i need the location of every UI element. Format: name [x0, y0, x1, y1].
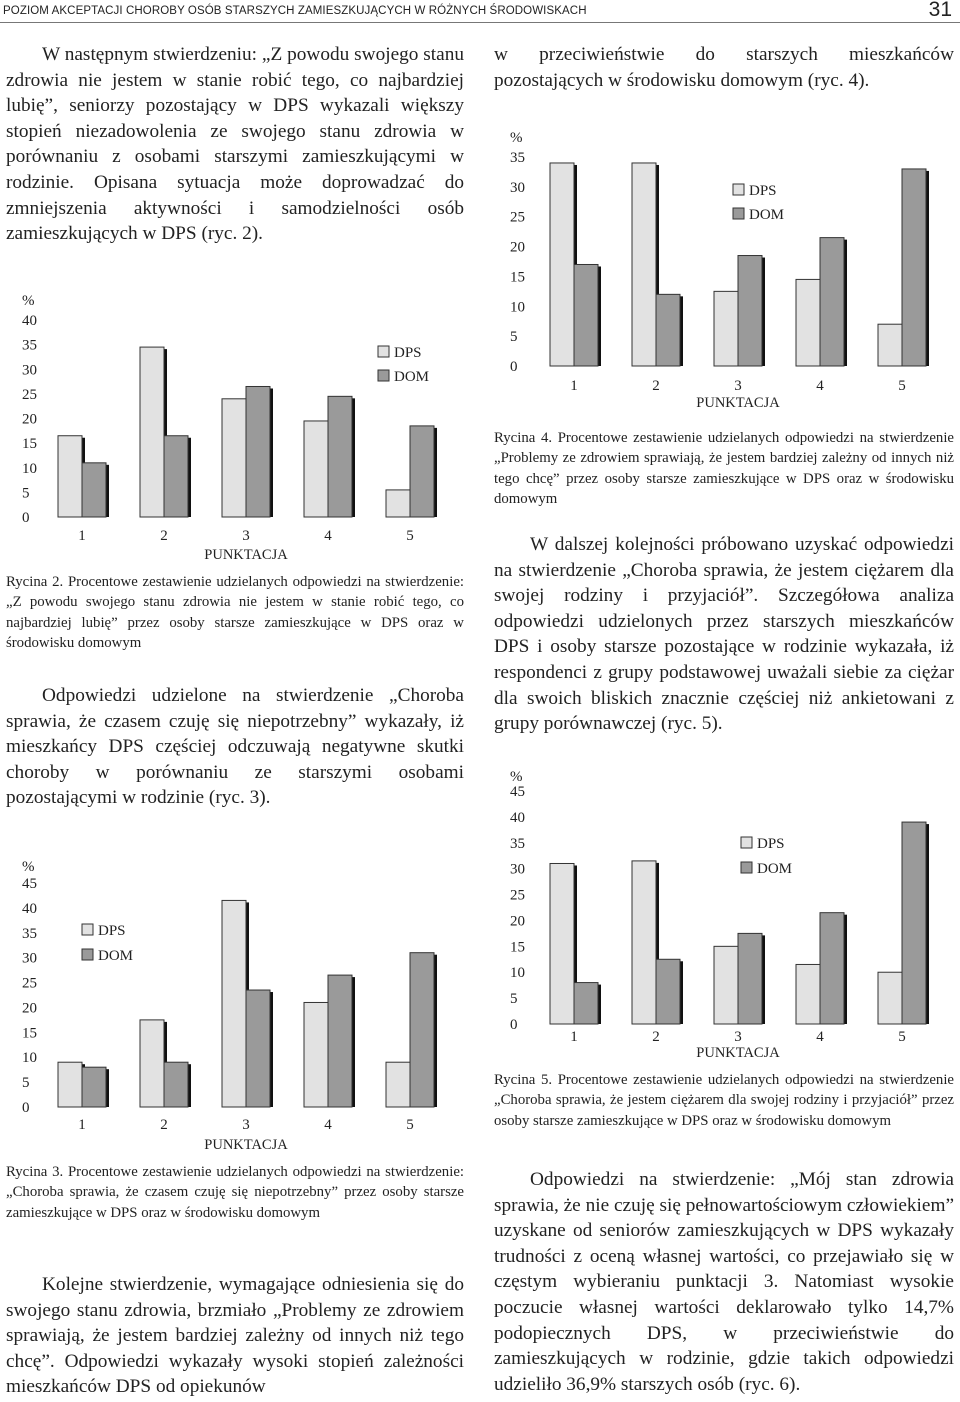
bar-dom-2 [164, 1062, 188, 1107]
y-tick-label: 35 [510, 835, 525, 852]
y-tick-label: 0 [510, 359, 518, 375]
chart-ryc3 [0, 850, 470, 1155]
bar-dps-1 [550, 863, 574, 1024]
bar-dom-1 [82, 1067, 106, 1107]
bar-dom-3 [246, 386, 270, 517]
bar-dps-5 [386, 1062, 410, 1107]
bar-dps-2 [140, 1020, 164, 1107]
right-paragraph-2: W dalszej kolejności próbowano uzyskać odpowiedzi na stwierdzenie „Choroba sprawia, że jestem ciężarem dla swojej rodziny i przyjaciół”. Szczegółowa analiza odpowiedzi udzielonych przez starszych mieszkańców DPS i osoby starsze pozostające w rodzinie wykazała, iż respondenci z grupy podstawowej uważali siebie za ciężar dla swoich bliskich znacznie częściej niż ankietowani z grupy porównawczej (ryc. 5). [494, 534, 954, 735]
y-tick-label: 30 [510, 179, 525, 196]
y-axis-label: % [510, 769, 523, 785]
y-tick-label: 25 [510, 209, 525, 226]
legend-label-dom: DOM [757, 861, 793, 877]
bar-dom-5 [902, 169, 926, 366]
bar-dom-1 [574, 983, 598, 1024]
y-tick-label: 45 [510, 784, 525, 800]
x-tick-label: 1 [78, 1117, 86, 1133]
figure-3 [0, 850, 470, 1155]
bar-dps-3 [714, 946, 738, 1024]
y-tick-label: 0 [22, 510, 30, 526]
bar-dom-1 [574, 264, 598, 366]
x-tick-label: 5 [406, 528, 414, 544]
x-tick-label: 3 [242, 528, 250, 544]
x-tick-label: 1 [78, 528, 86, 544]
legend-swatch-dps [733, 184, 744, 195]
legend-label-dps: DPS [394, 345, 422, 361]
y-tick-label: 5 [510, 991, 518, 1008]
legend-swatch-dps [82, 924, 93, 935]
bar-dps-4 [304, 421, 328, 517]
y-tick-label: 25 [22, 975, 37, 992]
y-axis-label: % [22, 859, 35, 875]
y-tick-label: 10 [22, 1050, 37, 1067]
bar-dom-4 [328, 975, 352, 1107]
bar-dom-1 [82, 463, 106, 517]
legend-swatch-dom [378, 370, 389, 381]
page-number: 31 [928, 0, 952, 21]
right-paragraph-1: w przeciwieństwie do starszych mieszkańców pozostających w środowisku domowym (ryc. 4). [494, 44, 954, 91]
x-tick-label: 3 [242, 1117, 250, 1133]
legend-label-dps: DPS [749, 183, 777, 199]
y-tick-label: 5 [22, 1075, 30, 1092]
bar-dom-5 [410, 953, 434, 1107]
bar-dom-2 [656, 959, 680, 1024]
x-tick-label: 4 [324, 1117, 332, 1133]
bar-dom-4 [328, 396, 352, 517]
x-tick-label: 5 [898, 1029, 906, 1045]
chart-ryc4 [490, 120, 960, 415]
legend-label-dps: DPS [757, 836, 785, 852]
legend-swatch-dom [741, 862, 752, 873]
left-paragraph-3: Kolejne stwierdzenie, wymagające odniesienia się do swojego stanu zdrowia, brzmiało „Problemy ze zdrowiem sprawiają, że jestem bardziej zależny od innych niż tego chcę”. Odpowiedzi wykazały wysoki stopień zależności mieszkańców DPS od opiekunów [6, 1274, 464, 1398]
bar-dps-5 [878, 324, 902, 366]
bar-dps-1 [58, 1062, 82, 1107]
bar-dom-2 [164, 436, 188, 517]
y-tick-label: 15 [22, 1025, 37, 1042]
x-axis-label: PUNKTACJA [204, 1137, 288, 1153]
bar-dps-3 [714, 291, 738, 366]
y-tick-label: 30 [22, 950, 37, 967]
y-tick-label: 0 [22, 1100, 30, 1116]
x-axis-label: PUNKTACJA [696, 1045, 780, 1061]
bar-dps-2 [632, 861, 656, 1024]
y-axis-label: % [22, 293, 35, 309]
bar-dps-5 [386, 490, 410, 517]
x-tick-label: 3 [734, 378, 742, 394]
x-tick-label: 3 [734, 1029, 742, 1045]
legend-label-dom: DOM [394, 369, 430, 385]
x-tick-label: 1 [570, 378, 578, 394]
caption-figure-5: Rycina 5. Procentowe zestawienie udzielanych odpowiedzi na stwierdzenie „Choroba sprawia, że jestem ciężarem dla swojej rodziny i przyjaciół” przez osoby starsze zamieszkujące w DPS oraz w środowisku domowym [494, 1072, 954, 1129]
y-tick-label: 40 [22, 900, 37, 917]
y-tick-label: 10 [510, 965, 525, 982]
x-axis-label: PUNKTACJA [696, 395, 780, 411]
bar-dps-2 [632, 163, 656, 366]
x-tick-label: 2 [652, 378, 660, 394]
y-tick-label: 5 [22, 485, 30, 502]
right-paragraph-3: Odpowiedzi na stwierdzenie: „Mój stan zdrowia sprawia, że nie czuję się pełnowartościowym człowiekiem” uzyskane od seniorów zamieszkujących w DPS wykazały trudności z oceną własnej wartości, co przejawiało się w częstym wybieraniu punktacji 3. Natomiast wysokie poczucie własnej wartości deklarowało tylko 14,7% podopiecznych DPS, w przeciwieństwie do zamieszkujących w rodzinie, gdzie takich odpowiedzi udzieliło 36,9% starszych osób (ryc. 6). [494, 1169, 954, 1395]
x-tick-label: 4 [324, 528, 332, 544]
y-tick-label: 5 [510, 329, 518, 346]
y-tick-label: 45 [22, 876, 37, 892]
y-axis-label: % [510, 130, 523, 146]
y-tick-label: 15 [22, 436, 37, 453]
x-tick-label: 2 [160, 528, 168, 544]
x-tick-label: 1 [570, 1029, 578, 1045]
bar-dps-3 [222, 900, 246, 1107]
y-tick-label: 35 [22, 925, 37, 942]
bar-dps-1 [550, 163, 574, 366]
bar-dps-4 [796, 964, 820, 1024]
bar-dom-5 [410, 426, 434, 517]
bar-dps-2 [140, 347, 164, 517]
y-tick-label: 10 [510, 299, 525, 316]
bar-dom-2 [656, 294, 680, 366]
y-tick-label: 40 [510, 809, 525, 826]
y-tick-label: 0 [510, 1017, 518, 1033]
y-tick-label: 20 [22, 411, 37, 428]
chart-ryc5 [490, 765, 960, 1065]
x-tick-label: 5 [898, 378, 906, 394]
x-axis-label: PUNKTACJA [204, 547, 288, 563]
legend-label-dom: DOM [749, 207, 785, 223]
legend-swatch-dom [733, 208, 744, 219]
x-tick-label: 5 [406, 1117, 414, 1133]
caption-figure-3: Rycina 3. Procentowe zestawienie udzielanych odpowiedzi na stwierdzenie: „Choroba sprawia, że czasem czuję się niepotrzebny” przez osoby starsze zamieszkujące w DPS oraz w środowisku domowym [6, 1164, 464, 1221]
bar-dom-3 [246, 990, 270, 1107]
y-tick-label: 20 [510, 913, 525, 930]
caption-figure-2: Rycina 2. Procentowe zestawienie udzielanych odpowiedzi na stwierdzenie: „Z powodu swojego stanu zdrowia nie jestem w stanie robić tego, co najbardziej lubię” przez osoby starsze zamieszkujące w DPS oraz w środowisku domowym [6, 574, 464, 651]
x-tick-label: 4 [816, 378, 824, 394]
legend-swatch-dps [378, 346, 389, 357]
x-tick-label: 4 [816, 1029, 824, 1045]
bar-dom-3 [738, 933, 762, 1024]
y-tick-label: 35 [22, 337, 37, 354]
legend-swatch-dom [82, 949, 93, 960]
y-tick-label: 20 [22, 1000, 37, 1017]
bar-dps-4 [304, 1002, 328, 1107]
bar-dom-3 [738, 256, 762, 366]
bar-dom-4 [820, 913, 844, 1024]
bar-dom-4 [820, 238, 844, 366]
figure-2 [0, 280, 470, 570]
y-tick-label: 25 [510, 887, 525, 904]
bar-dps-5 [878, 972, 902, 1024]
legend-label-dom: DOM [98, 948, 134, 964]
caption-figure-4: Rycina 4. Procentowe zestawienie udzielanych odpowiedzi na stwierdzenie „Problemy ze zdrowiem sprawiają, że jestem bardziej zależny od innych niż tego chcę” przez osoby starsze zamieszkujące w DPS oraz w środowisku domowym [494, 430, 954, 507]
y-tick-label: 20 [510, 239, 525, 256]
figure-5 [490, 765, 960, 1065]
running-header [0, 0, 960, 22]
chart-ryc2 [0, 280, 470, 570]
figure-4 [490, 120, 960, 415]
legend-swatch-dps [741, 837, 752, 848]
x-tick-label: 2 [652, 1029, 660, 1045]
y-tick-label: 30 [22, 362, 37, 379]
y-tick-label: 40 [22, 313, 37, 329]
y-tick-label: 25 [22, 386, 37, 403]
left-paragraph-1: W następnym stwierdzeniu: „Z powodu swojego stanu zdrowia nie jestem w stanie robić tego, co najbardziej lubię”, seniorzy pozostający w DPS wykazali większy stopień niezadowolenia ze swojego stanu zdrowia w porównaniu z osobami starszymi zamieszkującymi w rodzinie. Opisana sytuacja może doprowadzać do zmniejszenia aktywności i samodzielności osób zamieszkujących w DPS (ryc. 2). [6, 44, 464, 245]
left-paragraph-2: Odpowiedzi udzielone na stwierdzenie „Choroba sprawia, że czasem czuję się niepotrzebny” wykazały, iż mieszkańcy DPS częściej odczuwają negatywne skutki choroby w porównaniu ze starszymi osobami pozostającymi w rodzinie (ryc. 3). [6, 685, 464, 809]
running-title: POZIOM AKCEPTACJI CHOROBY OSÓB STARSZYCH ZAMIESZKUJĄCYCH W RÓŻNYCH ŚRODOWISKACH [3, 5, 587, 17]
header-rule [0, 22, 960, 23]
bar-dps-4 [796, 279, 820, 366]
y-tick-label: 15 [510, 939, 525, 956]
x-tick-label: 2 [160, 1117, 168, 1133]
y-tick-label: 10 [22, 460, 37, 477]
bar-dps-1 [58, 436, 82, 517]
bar-dom-5 [902, 822, 926, 1024]
y-tick-label: 35 [510, 150, 525, 166]
y-tick-label: 15 [510, 269, 525, 286]
y-tick-label: 30 [510, 861, 525, 878]
legend-label-dps: DPS [98, 923, 126, 939]
bar-dps-3 [222, 399, 246, 517]
